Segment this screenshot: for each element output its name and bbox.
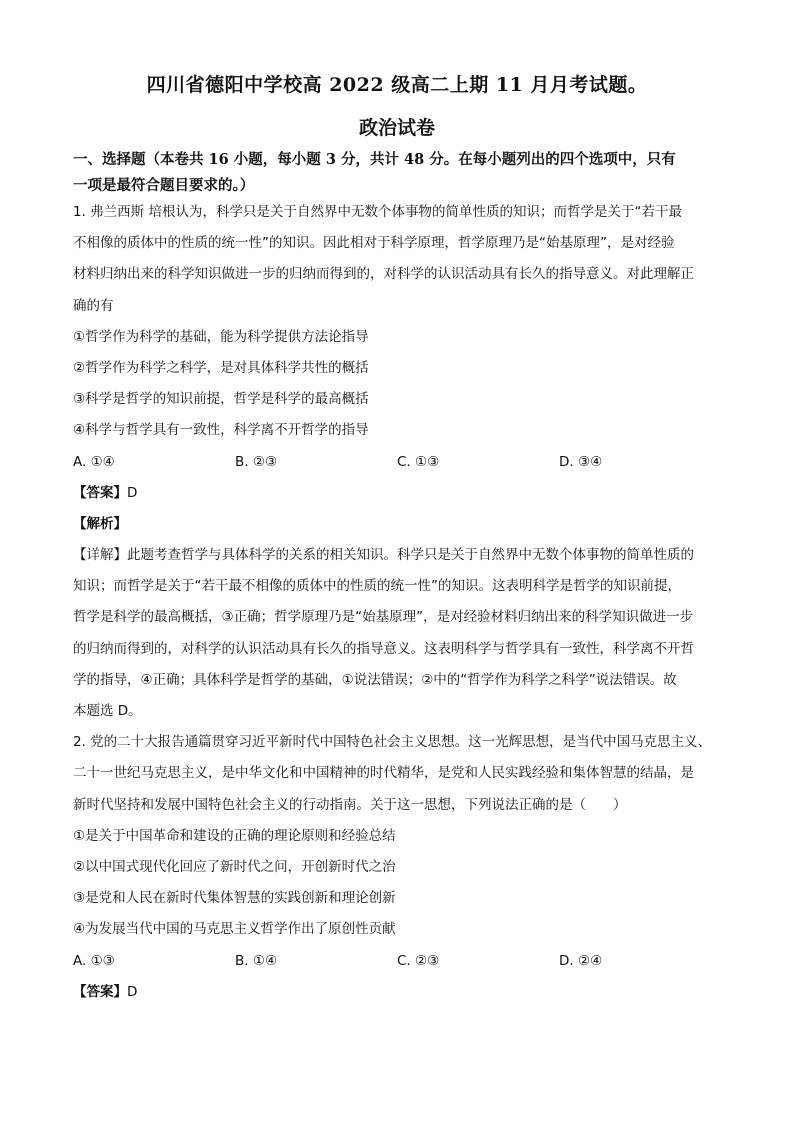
q2-option-d: D. ②④ (559, 952, 603, 969)
q1-item: ③科学是哲学的知识前提，哲学是科学的最高概括 (73, 391, 369, 408)
q1-option-c: C. ①③ (397, 453, 440, 470)
q1-item: ②哲学作为科学之科学，是对具体科学共性的概括 (73, 359, 369, 376)
q1-stem-line: 1. 弗兰西斯 培根认为，科学只是关于自然界中无数个体事物的简单性质的知识；而哲学是关于“若干最 (73, 204, 682, 220)
q1-detail-line: 哲学是科学的最高概括，③正确；哲学原理乃是“始基原理”，是对经验材料归纳出来的科学知识做进一步 (73, 609, 694, 626)
q1-detail-line: 【详解】此题考查哲学与具体科学的关系的相关知识。科学只是关于自然界中无数个体事物的简单性质的 (73, 547, 694, 564)
q2-item: ②以中国式现代化回应了新时代之问，开创新时代之治 (73, 858, 396, 875)
q1-detail-line: 的归纳而得到的，对科学的认识活动具有长久的指导意义。这表明科学与哲学具有一致性，科学离不开哲 (73, 640, 694, 657)
answer-value: D (127, 983, 138, 1000)
q1-option-d: D. ③④ (559, 453, 603, 470)
q2-answer (73, 977, 733, 1008)
question-content (73, 197, 733, 1008)
analysis-label: 【解析】 (73, 515, 127, 532)
page-title: 四川省德阳中学校高 2022 级高二上期 11 月月考试题。 (146, 74, 648, 96)
q1-stem-line: 不相像的质体中的性质的统一性”的知识。因此相对于科学原理，哲学原理乃是“始基原理”，是对经验 (73, 235, 675, 252)
q1-detail-line: 本题选 D。 (73, 703, 142, 719)
section-heading-line: 一项是最符合题目要求的。） (73, 177, 255, 194)
q1-detail-line: 学的指导，④正确；具体科学是哲学的基础，①说法错误；②中的“哲学作为科学之科学”说法错误。故 (73, 671, 677, 688)
q1-option-a: A. ①④ (73, 453, 115, 470)
answer-label: 【答案】 (73, 983, 127, 1000)
q1-stem-line: 确的有 (73, 297, 114, 314)
q1-item: ①哲学作为科学的基础，能为科学提供方法论指导 (73, 328, 369, 345)
q2-option-c: C. ②③ (397, 952, 440, 969)
q1-detail-line: 知识；而哲学是关于“若干最不相像的质体中的性质的统一性”的知识。这表明科学是哲学的知识前提， (73, 578, 681, 595)
q1-options (73, 447, 733, 478)
q1-analysis (73, 509, 733, 540)
q1-stem-line: 材料归纳出来的科学知识做进一步的归纳而得到的，对科学的认识活动具有长久的指导意义。对此理解正 (73, 266, 694, 283)
q2-item: ④为发展当代中国的马克思主义哲学作出了原创性贡献 (73, 921, 396, 938)
page-subtitle: 政治试卷 (358, 117, 435, 139)
section-heading-line: 一、选择题（本卷共 16 小题，每小题 3 分，共计 48 分。在每小题列出的四个选项中，只有 (73, 151, 676, 168)
q1-item: ④科学与哲学具有一致性，科学离不开哲学的指导 (73, 422, 369, 439)
section-heading (73, 147, 733, 199)
q2-option-b: B. ①④ (235, 952, 278, 969)
answer-label: 【答案】 (73, 484, 127, 501)
q1-option-b: B. ②③ (235, 453, 278, 470)
q2-stem-line: 二十一世纪马克思主义，是中华文化和中国精神的时代精华，是党和人民实践经验和集体智慧的结晶，是 (73, 765, 694, 782)
q1-answer (73, 478, 733, 509)
q2-stem-line: 2. 党的二十大报告通篇贯穿习近平新时代中国特色社会主义思想。这一光辉思想，是当代中国马克思主义、 (73, 734, 712, 751)
q2-stem-line: 新时代坚持和发展中国特色社会主义的行动指南。关于这一思想，下列说法正确的是（ ） (73, 796, 627, 813)
q2-options (73, 946, 733, 977)
answer-value: D (127, 484, 138, 501)
q2-item: ①是关于中国革命和建设的正确的理论原则和经验总结 (73, 827, 396, 844)
q2-option-a: A. ①③ (73, 952, 115, 969)
q2-item: ③是党和人民在新时代集体智慧的实践创新和理论创新 (73, 890, 396, 907)
